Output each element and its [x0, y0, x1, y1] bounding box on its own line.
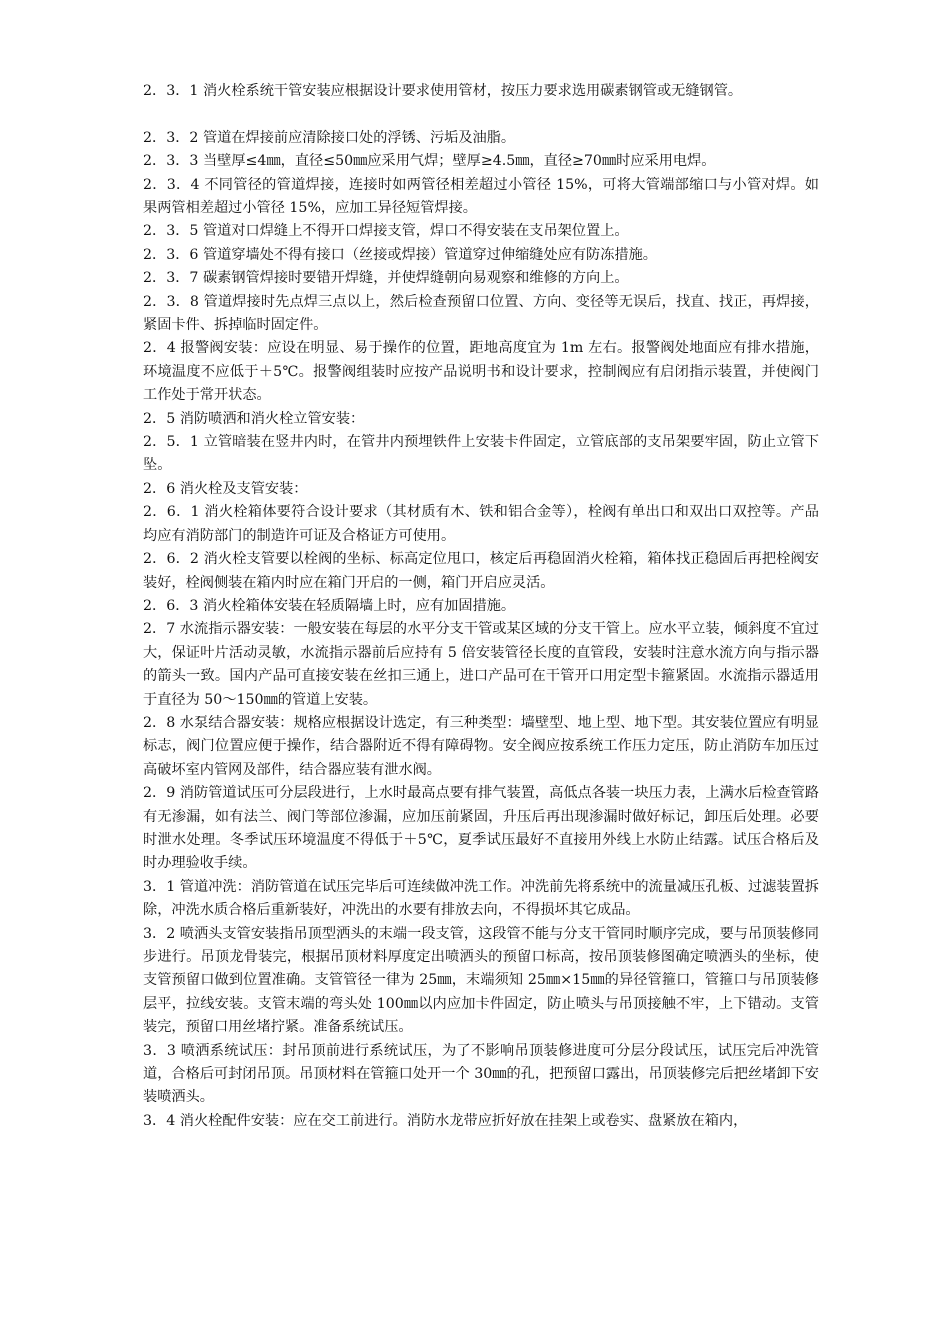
- paragraph-2-3-4: 2．3．4 不同管径的管道焊接，连接时如两管径相差超过小管径 15%，可将大管端部缩口与小管对焊。如果两管相差超过小管径 15%，应加工异径短管焊接。: [143, 176, 819, 217]
- paragraph-2-3-8: 2．3．8 管道焊接时先点焊三点以上，然后检查预留口位置、方向、变径等无误后，找直、找正，再焊接，紧固卡件、拆掉临时固定件。: [143, 293, 819, 334]
- paragraph-2-9: 2．9 消防管道试压可分层段进行，上水时最高点要有排气装置，高低点各装一块压力表，上满水后检查管路有无渗漏，如有法兰、阀门等部位渗漏，应加压前紧固，升压后再出现渗漏时做好标记，卸压后处理。必要时泄水处理。冬季试压环境温度不得低于＋5℃，夏季试压最好不直接用外线上水防止结露。试压合格后及时办理验收手续。: [143, 785, 819, 872]
- document-body: [143, 80, 819, 1133]
- paragraph-3-1: 3．1 管道冲洗：消防管道在试压完毕后可连续做冲洗工作。冲洗前先将系统中的流量减压孔板、过滤装置拆除，冲洗水质合格后重新装好，冲洗出的水要有排放去向，不得损坏其它成品。: [143, 878, 819, 919]
- paragraph-2-3-7: 2．3．7 碳素钢管焊接时要错开焊缝，并使焊缝朝向易观察和维修的方向上。: [143, 270, 629, 287]
- paragraph-2-3-2: 2．3．2 管道在焊接前应清除接口处的浮锈、污垢及油脂。: [143, 129, 516, 146]
- paragraph-2-3-3: 2．3．3 当壁厚≤4㎜，直径≤50㎜应采用气焊；壁厚≥4.5㎜，直径≥70㎜时应采用电焊。: [143, 153, 716, 170]
- paragraph-2-7: 2．7 水流指示器安装：一般安装在每层的水平分支干管或某区域的分支干管上。应水平立装，倾斜度不宜过大，保证叶片活动灵敏，水流指示器前后应持有 5 倍安装管径长度的直管段，安装时注意水流方向与指示器的箭头一致。国内产品可直接安装在丝扣三通上，进口产品可在干管开口用定型卡箍紧固。水流指示器适用于直径为 50～150㎜的管道上安装。: [143, 621, 819, 708]
- paragraph-2-6-1: 2．6．1 消火栓箱体要符合设计要求（其材质有木、铁和铝合金等），栓阀有单出口和双出口双控等。产品均应有消防部门的制造许可证及合格证方可使用。: [143, 504, 819, 544]
- paragraph-2-5: 2．5 消防喷洒和消火栓立管安装：: [143, 410, 365, 427]
- paragraph-2-6-3: 2．6．3 消火栓箱体安装在轻质隔墙上时，应有加固措施。: [143, 597, 516, 614]
- paragraph-3-4: 3．4 消火栓配件安装：应在交工前进行。消防水龙带应折好放在挂架上或卷实、盘紧放在箱内，: [143, 1112, 748, 1129]
- paragraph-2-3-5: 2．3．5 管道对口焊缝上不得开口焊接支管，焊口不得安装在支吊架位置上。: [143, 223, 629, 240]
- paragraph-2-4: 2．4 报警阀安装：应设在明显、易于操作的位置，距地高度宜为 1m 左右。报警阀处地面应有排水措施，环境温度不应低于＋5℃。报警阀组装时应按产品说明书和设计要求，控制阀应有启闭指示装置，并使阀门工作处于常开状态。: [143, 340, 819, 404]
- paragraph-2-6: 2．6 消火栓及支管安装：: [143, 480, 308, 497]
- paragraph-2-6-2: 2．6．2 消火栓支管要以栓阀的坐标、标高定位甩口，核定后再稳固消火栓箱，箱体找正稳固后再把栓阀安装好，栓阀侧装在箱内时应在箱门开启的一侧，箱门开启应灵活。: [143, 551, 819, 591]
- paragraph-2-3-6: 2．3．6 管道穿墙处不得有接口（丝接或焊接）管道穿过伸缩缝处应有防冻措施。: [143, 246, 657, 263]
- paragraph-3-2: 3．2 喷洒头支管安装指吊顶型洒头的末端一段支管，这段管不能与分支干管同时顺序完成，要与吊顶装修同步进行。吊顶龙骨装完，根据吊顶材料厚度定出喷洒头的预留口标高，按吊顶装修图确定喷洒头的坐标，使支管预留口做到位置准确。支管管径一律为 25㎜，末端须知 25㎜×15㎜的异径管箍口，管箍口与吊顶装修层平，拉线安装。支管末端的弯头处 100㎜以内应加卡件固定，防止喷头与吊顶接触不牢，上下错动。支管装完，预留口用丝堵拧紧。准备系统试压。: [143, 925, 819, 1036]
- paragraph-3-3: 3．3 喷洒系统试压：封吊顶前进行系统试压，为了不影响吊顶装修进度可分层分段试压，试压完后冲洗管道，合格后可封闭吊顶。吊顶材料在管箍口处开一个 30㎜的孔，把预留口露出，吊顶装修完后把丝堵卸下安装喷洒头。: [143, 1042, 819, 1106]
- paragraph-2-5-1: 2．5．1 立管暗装在竖井内时，在管井内预埋铁件上安装卡件固定，立管底部的支吊架要牢固，防止立管下坠。: [143, 434, 819, 474]
- paragraph-2-3-1: 2．3．1 消火栓系统干管安装应根据设计要求使用管材，按压力要求选用碳素钢管或无缝钢管。: [143, 83, 743, 99]
- paragraph-2-8: 2．8 水泵结合器安装：规格应根据设计选定，有三种类型：墙壁型、地上型、地下型。其安装位置应有明显标志，阀门位置应便于操作，结合器附近不得有障碍物。安全阀应按系统工作压力定压，防止消防车加压过高破坏室内管网及部件，结合器应装有泄水阀。: [143, 714, 819, 778]
